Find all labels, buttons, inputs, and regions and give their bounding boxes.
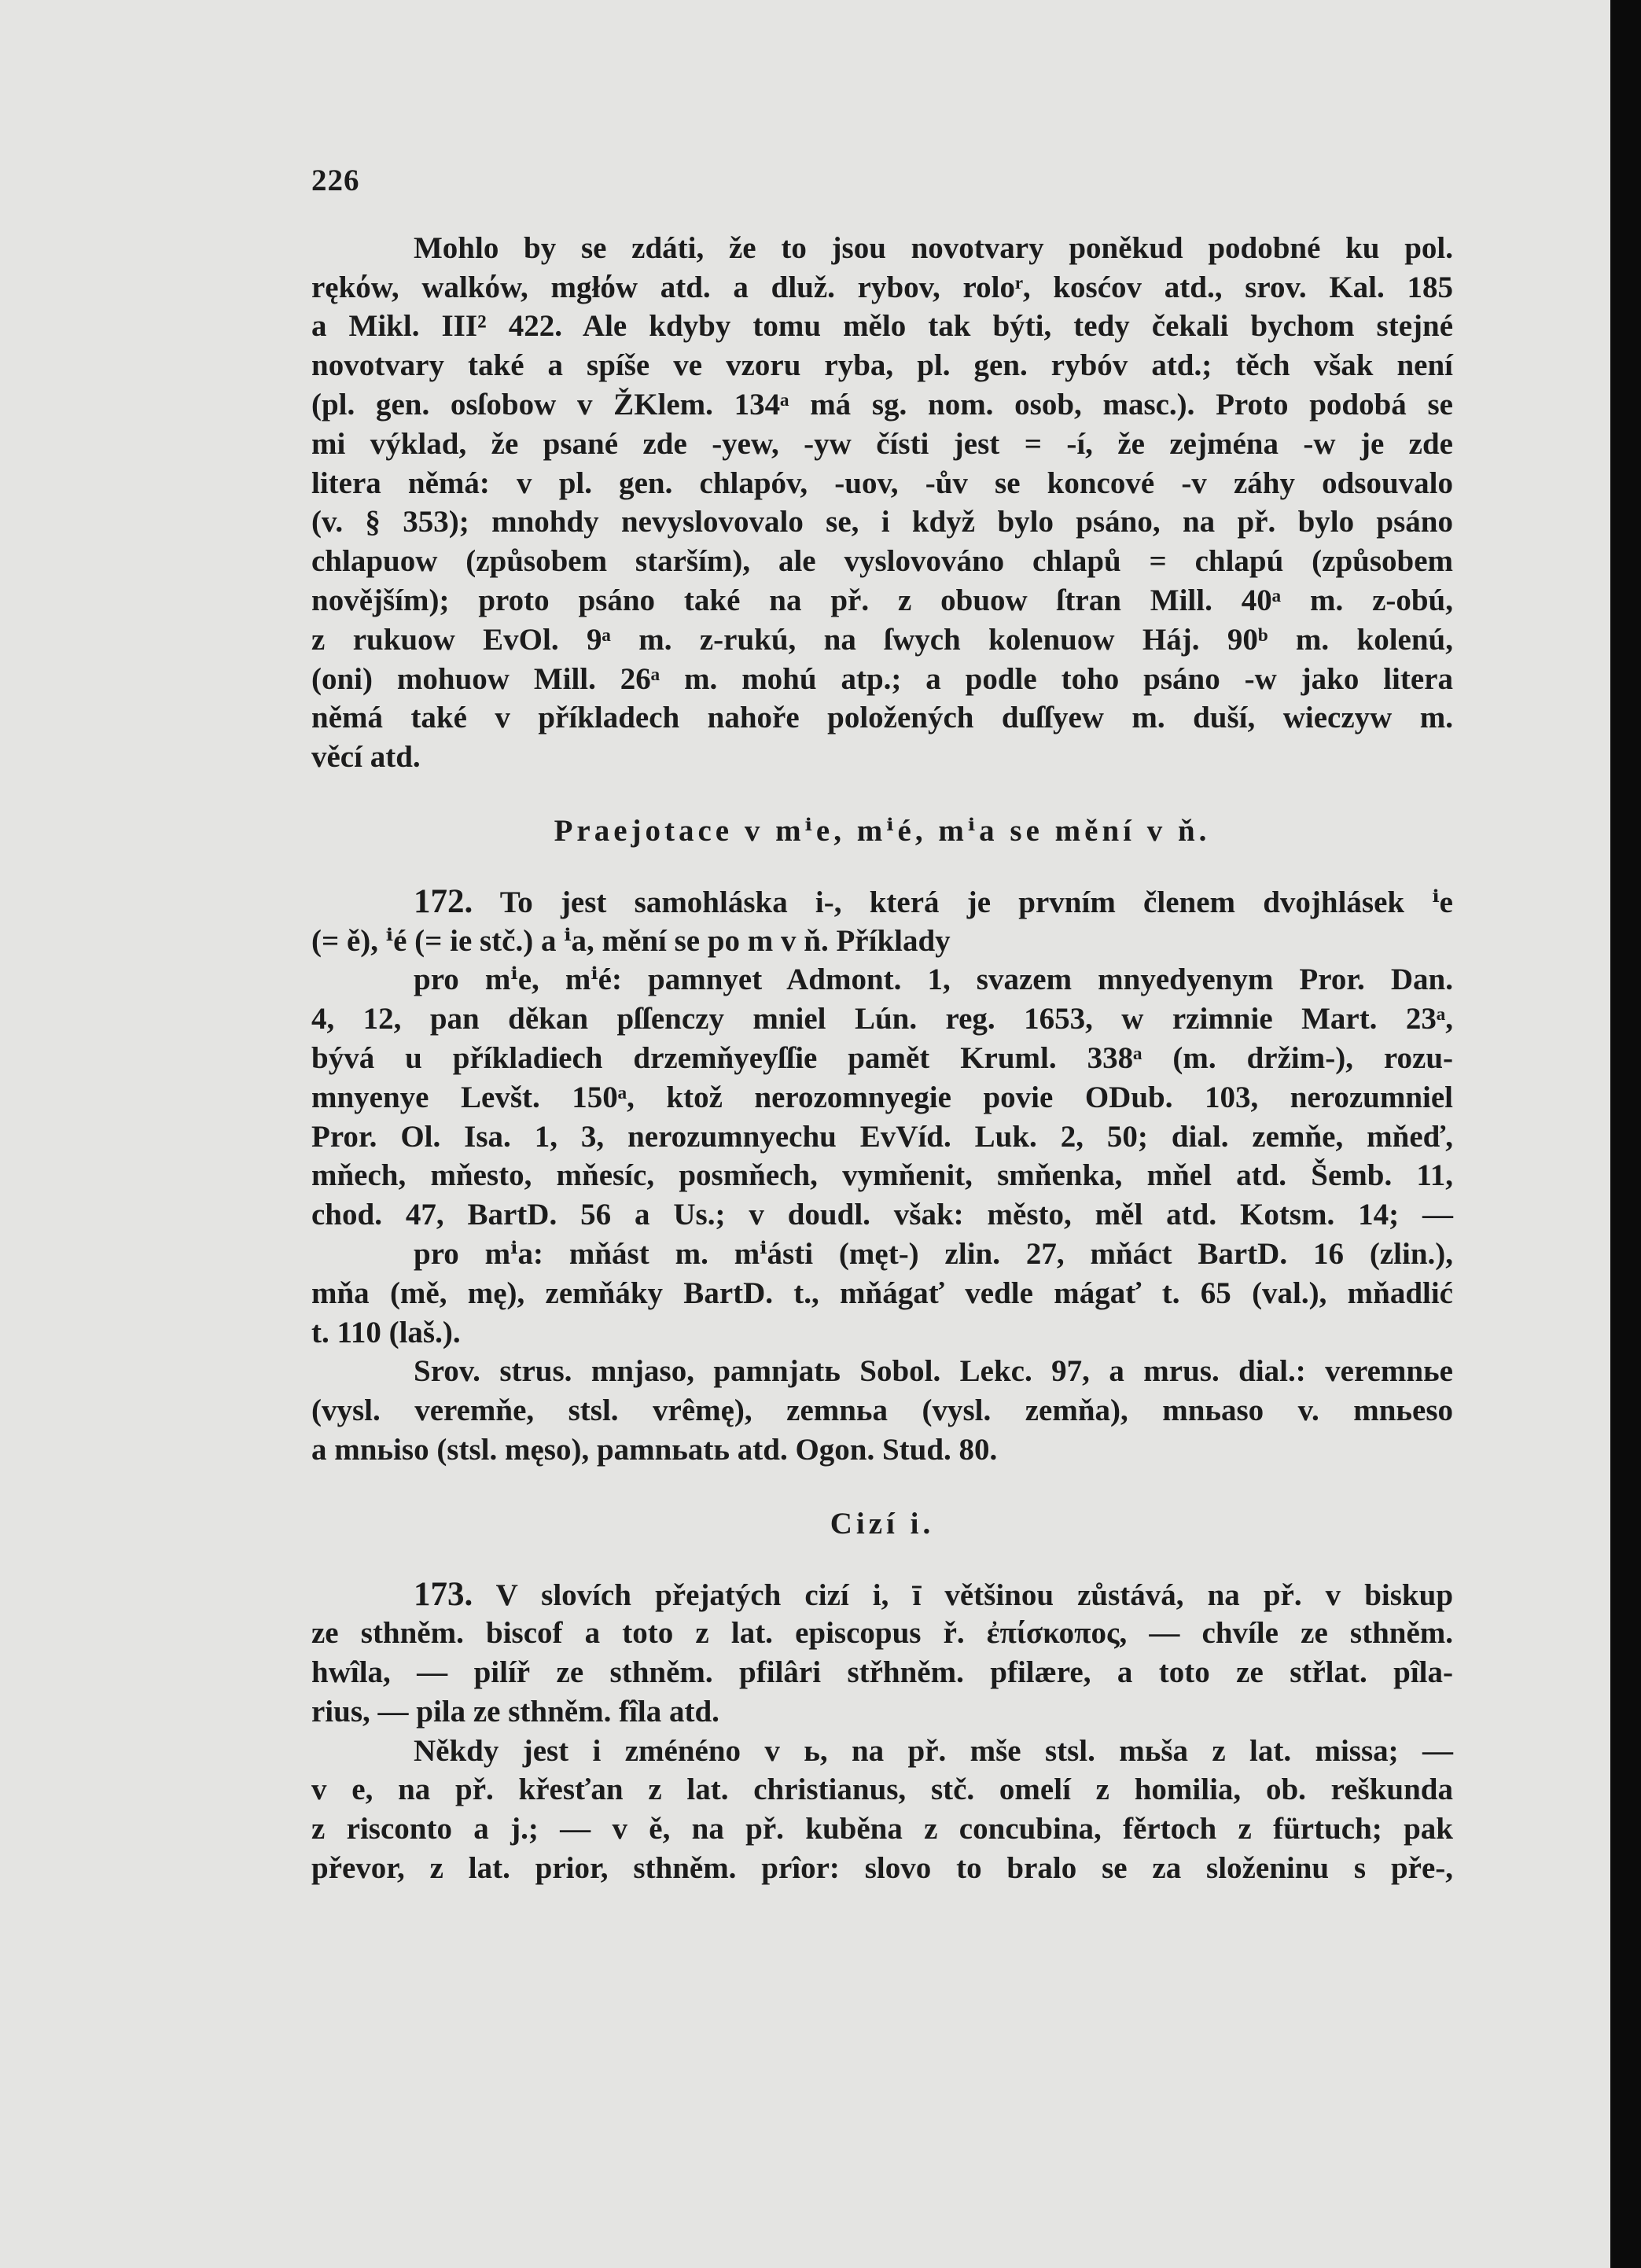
- text-line: pro mⁱa: mňást m. mⁱásti (męt-) zlin. 27, mňáct BartD. 16 (zlin.),: [414, 1236, 1453, 1271]
- text-line: t. 110 (laš.).: [311, 1315, 461, 1349]
- text-line: pro mⁱe, mⁱé: pamnyet Admont. 1, svazem mnyedyenym Pror. Dan.: [414, 963, 1453, 997]
- text-line: (oni) mohuow Mill. 26ᵃ m. mohú atp.; a podle toho psáno -w jako litera: [311, 661, 1453, 696]
- text-line: mnyenye Levšt. 150ᵃ, ktož nerozomnyegie povie ODub. 103, nerozumniel: [311, 1080, 1453, 1114]
- text-line: ze sthněm. biscof a toto z lat. episcopus ř. ἐπίσκοπος, — chvíle ze sthněm.: [311, 1616, 1453, 1651]
- text-line: mňa (mě, mę), zemňáky BartD. t., mňágať vedle mágať t. 65 (val.), mňadlić: [311, 1276, 1453, 1310]
- text-line: Mohlo by se zdáti, že to jsou novotvary poněkud podobné ku pol.: [414, 230, 1453, 265]
- text-line: (pl. gen. osſobow v ŽKlem. 134ᵃ má sg. nom. osob, masc.). Proto podobá se: [311, 387, 1453, 422]
- text-line: rius, — pila ze sthněm. fîla atd.: [311, 1694, 719, 1729]
- text-line: Někdy jest i zménéno v ь, na př. mše stsl. mьša z lat. missa; —: [414, 1733, 1453, 1768]
- text-line: bývá u příkladiech drzemňyeyſſie pamět Kruml. 338ᵃ (m. držim-), rozu-: [311, 1040, 1453, 1075]
- text-line: z rukuow EvOl. 9ᵃ m. z-rukú, na ſwych kolenuow Háj. 90ᵇ m. kolenú,: [311, 622, 1453, 657]
- page-number: 226: [311, 164, 360, 197]
- text-line: němá také v příkladech nahoře položených duſſyew m. duší, wieczyw m.: [311, 701, 1453, 735]
- text-line: [311, 882, 1453, 922]
- scan-edge: [1613, 0, 1641, 2268]
- text-line: (vysl. veremňe, stsl. vrêmę), zemnьa (vysl. zemňa), mnьaso v. mnьeso: [311, 1394, 1453, 1428]
- text-line: chod. 47, BartD. 56 a Us.; v doudl. však: město, měl atd. Kotsm. 14; —: [311, 1198, 1453, 1232]
- text-line: hwîla, — pilíř ze sthněm. pfilâri střhněm. pfilære, a toto ze střlat. pîla-: [311, 1655, 1453, 1690]
- text-line: v e, na př. křesťan z lat. christianus, stč. omelí z homilia, ob. reškunda: [311, 1773, 1453, 1807]
- text-line: (= ě), ⁱé (= ie stč.) a ⁱa, mění se po m v ň. Příklady: [311, 923, 951, 958]
- text-line: litera němá: v pl. gen. chlapóv, -uov, -ův se koncové -v záhy odsouvalo: [311, 466, 1453, 500]
- text-line: chlapuow (způsobem starším), ale vyslovováno chlapů = chlapú (způsobem: [311, 544, 1453, 579]
- text-line: z risconto a j.; — v ě, na př. kuběna z concubina, fěrtoch z fürtuch; pak: [311, 1812, 1453, 1846]
- text-line: [311, 1575, 1453, 1614]
- section-number: 173.: [414, 1575, 473, 1613]
- text-line: mi výklad, že psané zde -yew, -yw čísti jest = -í, že zejména -w je zde: [311, 426, 1453, 461]
- paragraph-172: [311, 882, 1453, 1470]
- section-heading: Praejotace v mⁱe, mⁱé, mⁱa se mění v ň.: [554, 813, 1211, 848]
- text-line: rękόw, walkόw, mgłόw atd. a dluž. rybov, roloʳ, kosćov atd., srov. Kal. 185: [311, 270, 1453, 304]
- text-line: (v. § 353); mnohdy nevyslovovalo se, i když bylo psáno, na př. bylo psáno: [311, 505, 1453, 539]
- section-number: 172.: [414, 882, 473, 920]
- text-line: novotvary také a spíše ve vzoru ryba, pl. gen. rybóv atd.; těch však není: [311, 348, 1453, 383]
- paragraph-173: [311, 1575, 1453, 1888]
- text-line: novějším); proto psáno také na př. z obuow ſtran Mill. 40ᵃ m. z-obú,: [311, 583, 1453, 617]
- text-line: mňech, mňesto, mňesíc, posmňech, vymňenit, smňenka, mňel atd. Šemb. 11,: [311, 1158, 1453, 1193]
- section-heading: Cizí i.: [830, 1506, 935, 1541]
- text-line: Pror. Ol. Isa. 1, 3, nerozumnyechu EvVíd. Luk. 2, 50; dial. zemňe, mňeď,: [311, 1119, 1453, 1154]
- text-line: a Mikl. III² 422. Ale kdyby tomu mělo tak býti, tedy čekali bychom stejné: [311, 309, 1453, 344]
- text-line: převor, z lat. prior, sthněm. prîor: slovo to bralo se za složeninu s pře-,: [311, 1851, 1453, 1886]
- text-line: a mnьiso (stsl. męso), pamnьatь atd. Ogon. Stud. 80.: [311, 1432, 998, 1467]
- text-run: V slovích přejatých cizí i, ī většinou zůstává, na př. v biskup: [495, 1578, 1454, 1612]
- paragraph-intro: [311, 229, 1453, 777]
- text-line: 4, 12, pan děkan pſſenczy mniel Lún. reg. 1653, w rzimnie Mart. 23ᵃ,: [311, 1002, 1453, 1036]
- text-run: To jest samohláska i-, která je prvním členem dvojhlásek ⁱe: [499, 885, 1453, 919]
- text-line: Srov. strus. mnjaso, pamnjatь Sobol. Lekc. 97, a mrus. dial.: veremnье: [414, 1354, 1453, 1389]
- page-content: [311, 161, 1453, 1888]
- text-line: věcí atd.: [311, 740, 421, 775]
